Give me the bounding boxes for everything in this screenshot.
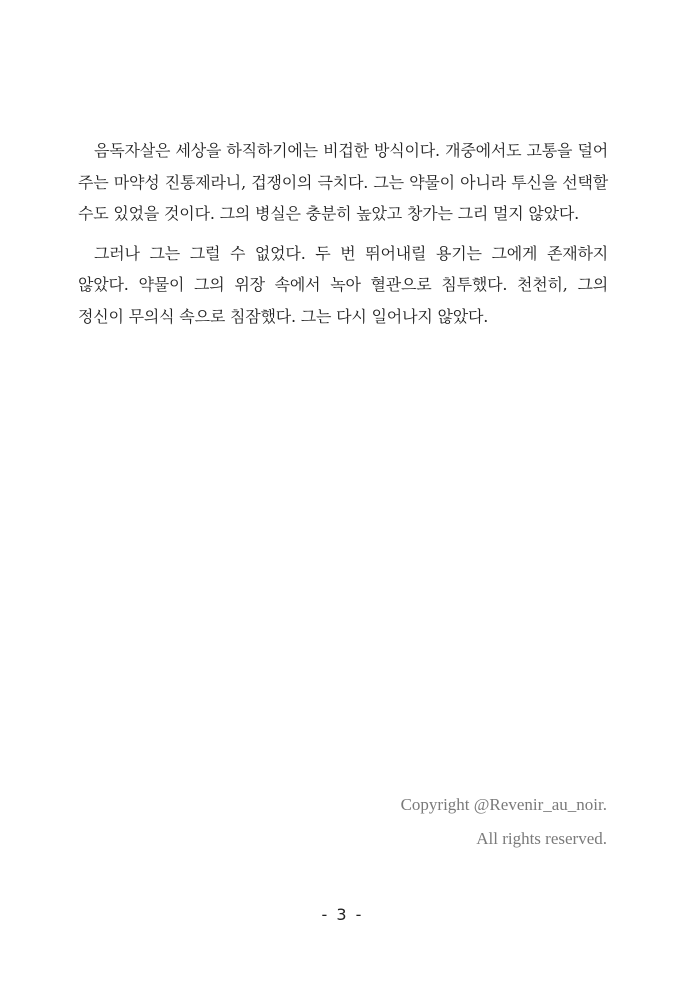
copyright-notice — [401, 788, 607, 856]
rights-reserved-line: All rights reserved. — [476, 829, 607, 848]
page-number: - 3 - — [321, 905, 364, 924]
body-text — [78, 135, 608, 340]
paragraph-1: 음독자살은 세상을 하직하기에는 비겁한 방식이다. 개중에서도 고통을 덜어 주는 마약성 진통제라니, 겁쟁이의 극치다. 그는 약물이 아니라 투신을 선택할 수도 있었을 것이다. 그의 병실은 충분히 높았고 창가는 그리 멀지 않았다. — [78, 141, 608, 223]
paragraph-2: 그러나 그는 그럴 수 없었다. 두 번 뛰어내릴 용기는 그에게 존재하지 않았다. 약물이 그의 위장 속에서 녹아 혈관으로 침투했다. 천천히, 그의 정신이 무의식 속으로 침잠했다. 그는 다시 일어나지 않았다. — [78, 243, 608, 326]
copyright-line: Copyright @Revenir_au_noir. — [400, 795, 607, 814]
